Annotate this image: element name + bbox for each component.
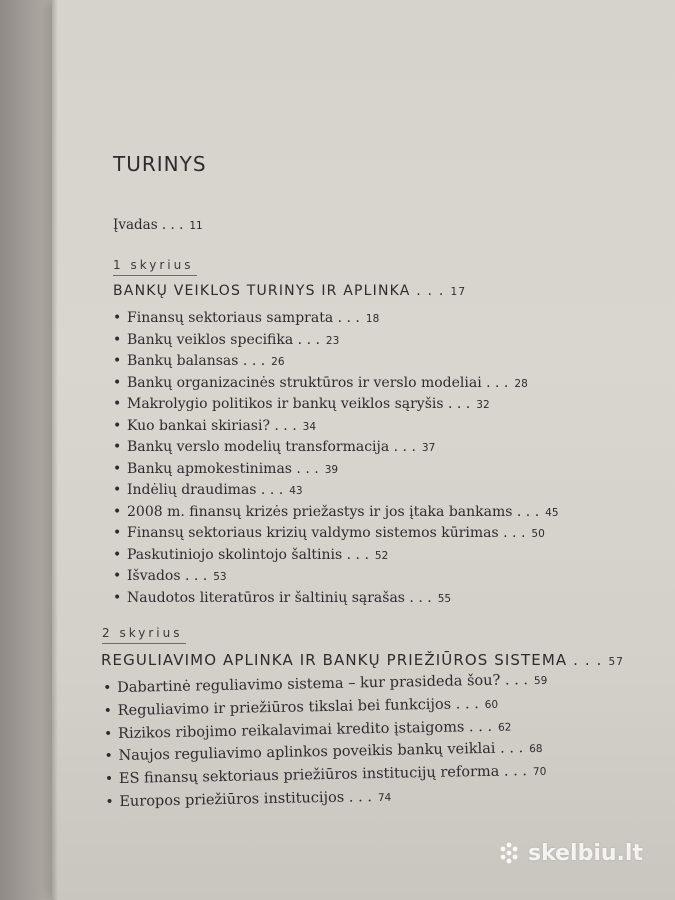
chapter-1-kicker: 1 skyrius: [113, 258, 194, 272]
chapter-1-page: 17: [450, 286, 467, 298]
chapter-2-kicker: 2 skyrius: [102, 626, 183, 640]
page-title: TURINYS: [113, 152, 207, 176]
toc-intro-label: Įvadas . . .: [113, 217, 184, 233]
list-item: • Paskutiniojo skolintojo šaltinis . . . 52: [127, 545, 559, 567]
bullet-icon: •: [113, 310, 122, 326]
list-item: • Finansų sektoriaus samprata . . . 18: [127, 308, 559, 330]
watermark-text: skelbiu.lt: [528, 840, 643, 866]
list-item: • Naujos reguliavimo aplinkos poveikis bankų veiklai . . . 68: [118, 737, 549, 768]
list-item: • Išvados . . . 53: [127, 566, 559, 588]
list-item: • Finansų sektoriaus krizių valdymo sistemos kūrimas . . . 50: [127, 523, 559, 545]
list-item: • Europos priežiūros institucijos . . . 74: [119, 783, 550, 814]
list-item: • Bankų organizacinės struktūros ir verslo modeliai . . . 28: [127, 373, 559, 395]
list-item: • Rizikos ribojimo reikalavimai kredito įstaigoms . . . 62: [118, 714, 549, 745]
bullet-icon: •: [113, 417, 122, 434]
bullet-icon: •: [113, 331, 122, 348]
list-item: • ES finansų sektoriaus priežiūros institucijų reforma . . . 70: [119, 760, 550, 791]
dots-logo-icon: [496, 840, 522, 866]
bullet-icon: •: [113, 482, 122, 498]
list-item: • Dabartinė reguliavimo sistema – kur prasideda šou? . . . 59: [117, 669, 548, 700]
list-item: • Naudotos literatūros ir šaltinių sąrašas . . . 55: [127, 588, 559, 610]
bullet-icon: •: [113, 503, 122, 520]
bullet-icon: •: [103, 702, 113, 720]
toc-intro-page: 11: [189, 220, 203, 232]
chapter-1-title-text: BANKŲ VEIKLOS TURINYS IR APLINKA . . .: [113, 283, 445, 299]
page-shadow: [52, 0, 58, 900]
list-item: • Indėlių draudimas . . . 43: [127, 480, 559, 502]
list-item: • Kuo bankai skiriasi? . . . 34: [127, 416, 559, 438]
chapter-2-entries: [103, 669, 550, 814]
list-item: • 2008 m. finansų krizės priežastys ir jos įtaka bankams . . . 45: [127, 502, 559, 524]
toc-intro-entry: [113, 217, 203, 233]
watermark: [496, 840, 643, 866]
list-item: • Reguliavimo ir priežiūros tikslai bei funkcijos . . . 60: [117, 692, 548, 723]
bullet-icon: •: [104, 748, 113, 765]
list-item: • Makrolygio politikos ir bankų veiklos sąryšis . . . 32: [127, 394, 559, 416]
bullet-icon: •: [113, 525, 122, 541]
chapter-1-title: [113, 283, 466, 299]
bullet-icon: •: [113, 568, 122, 584]
bullet-icon: •: [103, 725, 113, 742]
chapter-2-rule: [102, 643, 186, 644]
bullet-icon: •: [113, 546, 122, 563]
chapter-2-title: [101, 651, 624, 669]
bullet-icon: •: [113, 589, 122, 606]
bullet-icon: •: [113, 353, 122, 369]
list-item: • Bankų balansas . . . 26: [127, 351, 559, 373]
list-item: • Bankų apmokestinimas . . . 39: [127, 459, 559, 481]
chapter-1-rule: [113, 275, 197, 276]
bullet-icon: •: [103, 680, 112, 697]
bullet-icon: •: [113, 439, 122, 455]
bullet-icon: •: [104, 771, 114, 788]
bullet-icon: •: [113, 374, 122, 391]
chapter-1-entries: [113, 308, 559, 609]
list-item: • Bankų veiklos specifika . . . 23: [127, 330, 559, 352]
bullet-icon: •: [113, 460, 122, 477]
background-surface: [0, 0, 60, 900]
list-item: • Bankų verslo modelių transformacija . . . 37: [127, 437, 559, 459]
bullet-icon: •: [105, 794, 114, 811]
chapter-2-title-text: REGULIAVIMO APLINKA IR BANKŲ PRIEŽIŪROS SISTEMA . . .: [101, 651, 603, 669]
chapter-2-page: 57: [608, 656, 625, 668]
bullet-icon: •: [113, 396, 122, 412]
